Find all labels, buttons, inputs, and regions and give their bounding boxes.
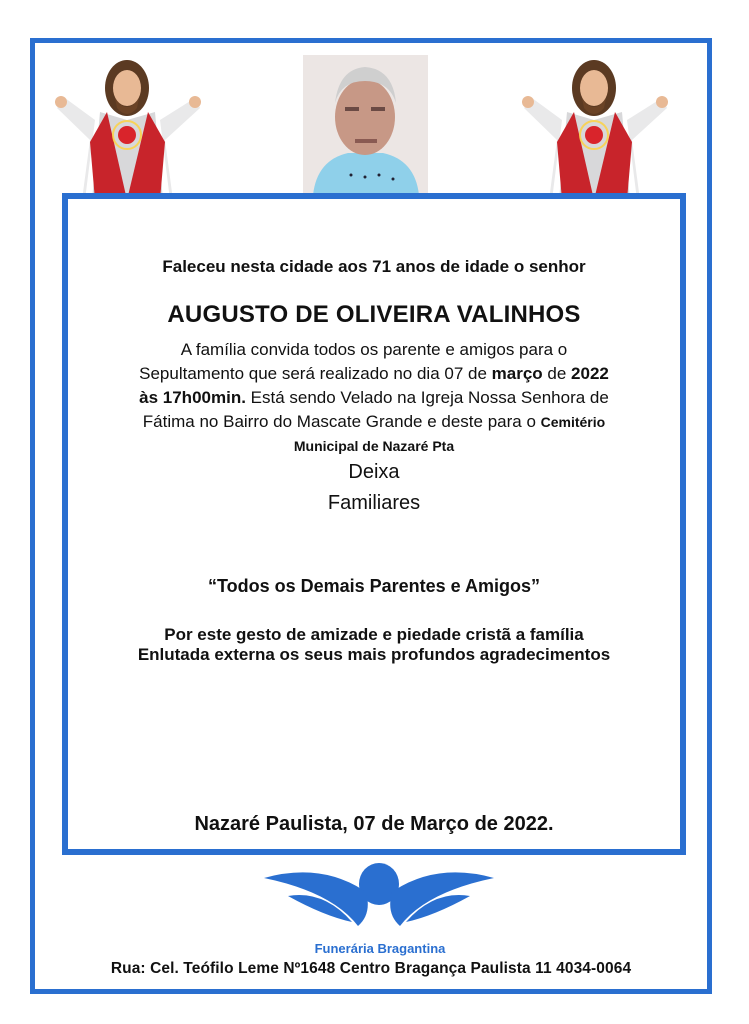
details-line-4 (62, 410, 686, 434)
funeral-home-logo (262, 862, 496, 934)
thanks-text (62, 625, 686, 665)
details-text: de (542, 364, 572, 383)
quote-text: “Todos os Demais Parentes e Amigos” (207, 576, 541, 596)
details-text: Está sendo Velado na Igreja Nossa Senhora de (245, 388, 609, 407)
funeral-home-address: Rua: Cel. Teófilo Leme Nº1648 Centro Bragança Paulista 11 4034-0064 (110, 960, 632, 977)
sacred-heart-image-left (45, 50, 210, 200)
details-time: às 17h00min. (139, 388, 246, 407)
deceased-name: AUGUSTO DE OLIVEIRA VALINHOS (167, 301, 581, 328)
leaves-value: Familiares (327, 492, 421, 514)
intro-text: Faleceu nesta cidade aos 71 anos de idade o senhor (162, 257, 586, 276)
place-date: Nazaré Paulista, 07 de Março de 2022. (194, 813, 554, 835)
details-cemetery: Cemitério (540, 414, 606, 430)
details-line-5: Municipal de Nazaré Pta (293, 438, 455, 454)
details-text: Fátima no Bairro do Mascate Grande e deste para o (142, 412, 541, 431)
details-line-3 (62, 386, 686, 410)
details-text: Sepultamento que será realizado no dia 07 de (139, 364, 492, 383)
thanks-line-1: Por este gesto de amizade e piedade cristã a família (164, 625, 584, 644)
details-line-1: A família convida todos os parente e amigos para o (180, 340, 568, 359)
thanks-line-2: Enlutada externa os seus mais profundos agradecimentos (137, 645, 611, 664)
funeral-details (62, 338, 686, 458)
details-month: março (491, 364, 543, 383)
deceased-portrait (303, 55, 428, 195)
sacred-heart-image-right (512, 50, 677, 200)
funeral-home-name: Funerária Bragantina (314, 941, 446, 956)
leaves-label: Deixa (348, 461, 400, 483)
details-line-2 (62, 362, 686, 386)
details-year: 2022 (571, 364, 609, 383)
inner-frame (62, 193, 686, 855)
